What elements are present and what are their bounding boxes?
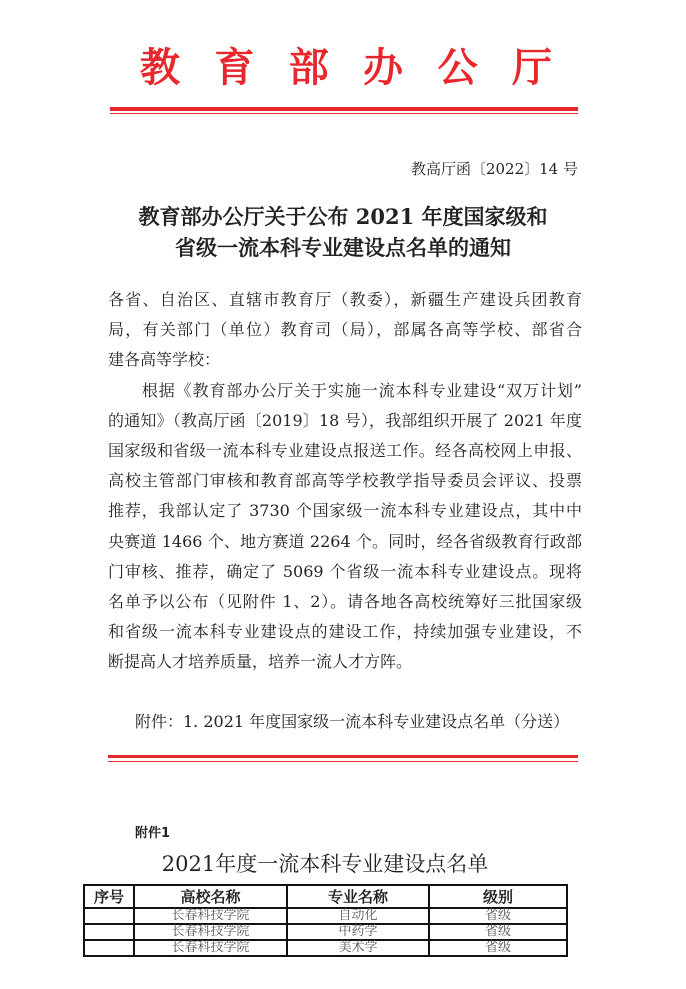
document-title-line: 教育部办公厅关于公布 2021 年度国家级和 [138, 204, 548, 229]
body-line: 推荐，我部认定了 3730 个国家级一流本科专业建设点，其中中 [108, 501, 582, 521]
attachment-line: 附件：1. 2021 年度国家级一流本科专业建设点名单（分送） [135, 712, 570, 731]
body-line: 和省级一流本科专业建设点的建设工作，持续加强专业建设，不 [108, 622, 582, 642]
table-cell [84, 908, 134, 924]
red-divider [110, 107, 578, 111]
masthead-char: 厅 [511, 44, 552, 91]
body-line: 名单予以公布（见附件 1、2）。请各地各高校统筹好三批国家级 [108, 592, 582, 611]
body-line: 局，有关部门（单位）教育司（局），部属各高等学校、部省合 [108, 320, 582, 340]
masthead-char: 公 [437, 44, 478, 91]
body-line: 央赛道 1466 个、地方赛道 2264 个。同时，经各省级教育行政部 [108, 531, 582, 551]
red-divider [108, 755, 578, 758]
body-line: 高校主管部门审核和教育部高等学校教学指导委员会评议、投票 [108, 471, 582, 491]
red-divider-thin [110, 113, 578, 114]
header-cell: 级别 [429, 885, 567, 908]
table-row [84, 940, 567, 956]
body-line: 门审核、推荐，确定了 5069 个省级一流本科专业建设点。现将 [108, 561, 582, 581]
appendix-title: 2021年度一流本科专业建设点名单 [161, 852, 489, 876]
table-cell: 中药学 [287, 924, 429, 940]
masthead-char: 办 [363, 44, 404, 91]
header-cell: 专业名称 [287, 885, 429, 908]
table-row [84, 908, 567, 924]
masthead-char: 育 [214, 44, 255, 91]
masthead [110, 42, 580, 94]
body-line: 国家级和省级一流本科专业建设点报送工作。经各高校网上申报、 [108, 441, 582, 460]
appendix-table [83, 884, 568, 957]
header-cell: 高校名称 [134, 885, 287, 908]
appendix-label: 附件1 [135, 826, 171, 841]
masthead-char: 教 [140, 44, 180, 91]
body-line: 断提高人才培养质量，培养一流人才方阵。 [108, 652, 413, 672]
table-cell: 长春科技学院 [134, 924, 287, 940]
document-number: 教高厅函〔2022〕14 号 [410, 160, 578, 178]
body-line: 建各高等学校： [108, 350, 221, 370]
table-cell: 长春科技学院 [134, 908, 287, 924]
table-cell [84, 924, 134, 940]
table-cell: 省级 [429, 908, 567, 924]
red-divider-thin [108, 761, 578, 762]
header-cell: 序号 [84, 885, 134, 908]
table-cell: 长春科技学院 [134, 940, 287, 956]
body-line: 根据《教育部办公厅关于实施一流本科专业建设“双万计划” [108, 380, 582, 400]
table-header-row [84, 885, 567, 908]
body-line: 的通知》（教高厅函〔2019〕18 号），我部组织开展了 2021 年度 [108, 410, 582, 430]
document-title-line: 省级一流本科专业建设点名单的通知 [175, 235, 511, 260]
table-cell: 省级 [429, 940, 567, 956]
table-cell: 自动化 [287, 908, 429, 924]
masthead-char: 部 [288, 44, 329, 91]
body-line: 各省、自治区、直辖市教育厅（教委），新疆生产建设兵团教育 [108, 290, 582, 309]
table-cell [84, 940, 134, 956]
table-row [84, 924, 567, 940]
table-cell: 省级 [429, 924, 567, 940]
table-cell: 美术学 [287, 940, 429, 956]
